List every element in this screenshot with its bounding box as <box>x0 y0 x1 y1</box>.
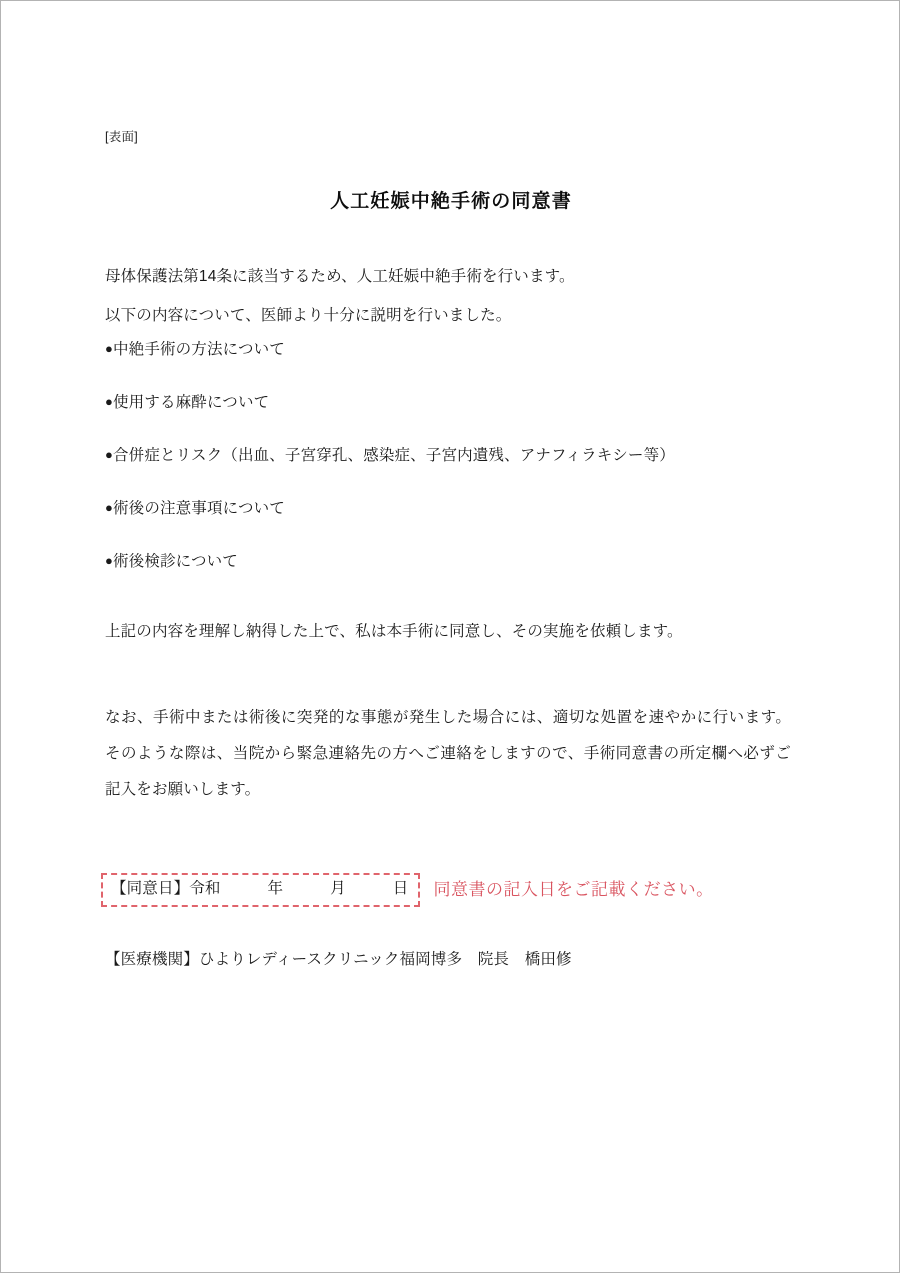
institution-line: 【医療機関】ひよりレディースクリニック福岡博多 院長 橋田修 <box>105 950 572 968</box>
list-item-label: 術後検診について <box>113 553 238 571</box>
consent-date-annotation: 同意書の記入日をご記載ください。 <box>433 879 714 899</box>
list-item-label: 術後の注意事項について <box>113 500 285 518</box>
list-item-label: 使用する麻酔について <box>113 394 270 412</box>
page-side-marker: [表面] <box>105 130 138 144</box>
page-title: 人工妊娠中絶手術の同意書 <box>330 190 572 212</box>
bullet-dot-icon: ● <box>105 394 114 410</box>
emergency-contact-paragraph: なお、手術中または術後に突発的な事態が発生した場合には、適切な処置を速やかに行います。そのような際は、当院から緊急連絡先の方へご連絡をしますので、手術同意書の所定欄へ必ずご記入をお願いします。 <box>105 708 791 798</box>
intro-line-2: 以下の内容について、医師より十分に説明を行いました。 <box>105 306 512 324</box>
list-item <box>105 500 805 519</box>
list-item <box>105 394 805 413</box>
bullet-dot-icon: ● <box>105 341 114 356</box>
consent-statement: 上記の内容を理解し納得した上で、私は本手術に同意し、その実施を依頼します。 <box>105 622 683 640</box>
list-item <box>105 553 805 572</box>
list-item-label: 中絶手術の方法について <box>113 341 285 358</box>
consent-date-row <box>101 873 714 907</box>
document-sheet <box>1 1 900 1273</box>
bullet-dot-icon: ● <box>105 447 114 463</box>
list-item <box>105 447 805 466</box>
bullet-dot-icon: ● <box>105 500 114 516</box>
list-item-label: 合併症とリスク（出血、子宮穿孔、感染症、子宮内遺残、アナフィラキシー等） <box>113 447 675 465</box>
bullet-dot-icon: ● <box>105 553 114 569</box>
intro-line-1: 母体保護法第14条に該当するため、人工妊娠中絶手術を行います。 <box>105 267 575 285</box>
list-item <box>105 341 805 360</box>
consent-date-field[interactable]: 【同意日】令和 年 月 日 <box>101 873 420 907</box>
explained-topics-list <box>105 341 805 572</box>
